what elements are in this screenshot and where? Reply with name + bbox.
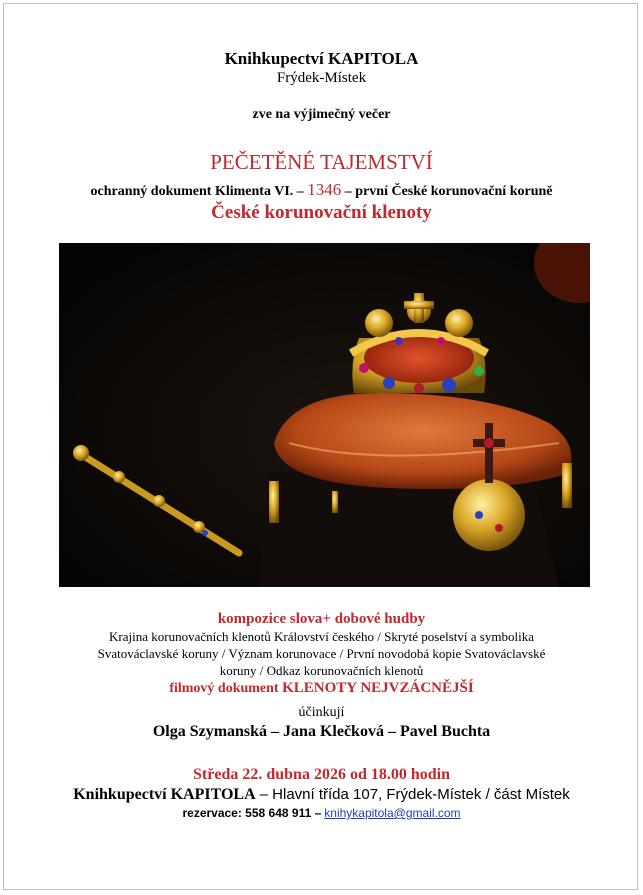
topics-line-3: koruny / Odkaz korunovačních klenotů	[219, 663, 424, 678]
topics-line-2: Svatováclavské koruny / Význam korunovace / První novodobá kopie Svatováclavské	[97, 646, 546, 661]
topics-line-1: Krajina korunovačních klenotů Království českého / Skryté poselství a symbolika	[109, 629, 534, 644]
venue-name: Knihkupectví KAPITOLA	[73, 786, 256, 803]
event-subtitle2: České korunovační klenoty	[211, 202, 432, 223]
crown-jewels-image	[59, 243, 590, 587]
film-title: KLENOTY NEJVZÁCNĚJŠÍ	[282, 680, 474, 696]
event-datetime: Středa 22. dubna 2026 od 18.00 hodin	[193, 766, 450, 783]
performers-names: Olga Szymanská – Jana Klečková – Pavel Buchta	[152, 723, 491, 740]
event-title: PEČETĚNÉ TAJEMSTVÍ	[210, 150, 433, 174]
subtitle-part2: – první České korunovační koruně	[344, 184, 553, 199]
email-link[interactable]: knihykapitola@gmail.com	[324, 806, 461, 820]
composition-label: kompozice slova+ dobové hudby	[217, 611, 426, 627]
reservation-line	[0, 806, 643, 821]
film-line	[0, 680, 643, 697]
event-subtitle	[0, 180, 643, 200]
subtitle-part1: ochranný dokument Klimenta VI. –	[90, 184, 304, 199]
performers-label: účinkují	[298, 705, 345, 720]
film-prefix: filmový dokument	[169, 681, 279, 696]
org-name: Knihkupectví KAPITOLA	[224, 49, 419, 68]
org-city: Frýdek-Místek	[276, 70, 367, 86]
venue-address: – Hlavní třída 107, Frýdek-Místek / část Místek	[259, 786, 570, 803]
reservation-label: rezervace: 558 648 911 –	[182, 806, 322, 820]
invite-text: zve na výjimečný večer	[252, 107, 391, 122]
venue-line	[0, 786, 643, 804]
subtitle-year: 1346	[307, 180, 342, 199]
